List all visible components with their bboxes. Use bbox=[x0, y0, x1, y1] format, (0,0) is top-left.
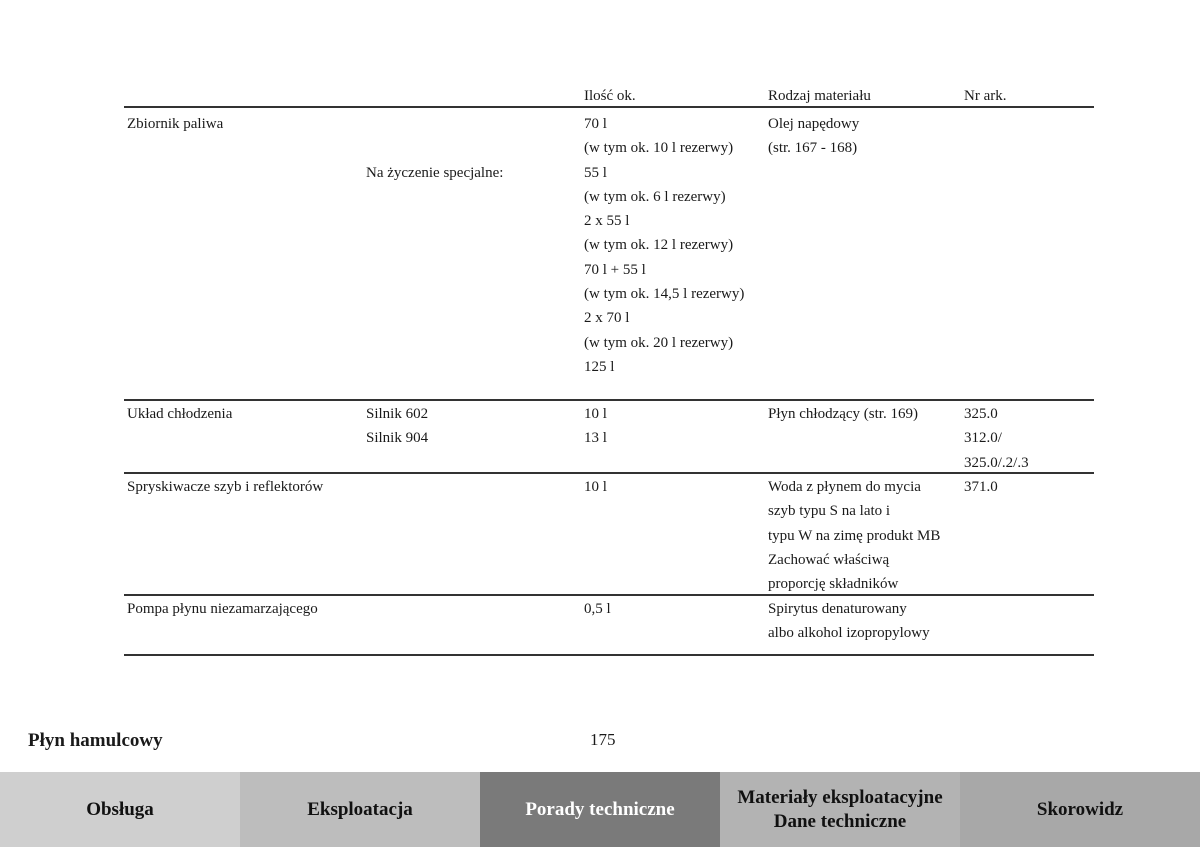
material-line: albo alkohol izopropylowy bbox=[768, 625, 930, 642]
qty-line: 70 l bbox=[584, 116, 607, 132]
nav-tab-label: Eksploatacja bbox=[307, 798, 413, 820]
qty-line: 10 l bbox=[584, 479, 607, 495]
variant-line: Na życzenie specjalne: bbox=[366, 164, 504, 181]
qty-line: 125 l bbox=[584, 358, 615, 375]
cell-name: Zbiornik paliwa bbox=[127, 116, 224, 132]
row-divider bbox=[124, 399, 1094, 401]
material-line: Spirytus denaturowany bbox=[768, 601, 907, 617]
cell-name: Spryskiwacze szyb i reflektorów bbox=[127, 479, 324, 495]
cell-material bbox=[768, 597, 930, 646]
nav-tab-1[interactable] bbox=[240, 772, 480, 847]
cell-material bbox=[768, 112, 859, 161]
cell-variant bbox=[366, 112, 503, 185]
cell-sheet bbox=[964, 402, 1029, 475]
qty-line: (w tym ok. 20 l rezerwy) bbox=[584, 334, 734, 351]
nav-tab-4[interactable] bbox=[960, 772, 1200, 847]
material-line: Płyn chłodzący (str. 169) bbox=[768, 406, 918, 422]
qty-line: (w tym ok. 14,5 l rezerwy) bbox=[584, 286, 745, 303]
cell-sheet bbox=[964, 475, 998, 499]
nav-tab-3[interactable] bbox=[720, 772, 960, 847]
qty-line: (w tym ok. 6 l rezerwy) bbox=[584, 188, 726, 205]
qty-line: 0,5 l bbox=[584, 601, 611, 617]
cell-name: Układ chłodzenia bbox=[127, 406, 233, 422]
material-line: szyb typu S na lato i bbox=[768, 503, 891, 520]
nav-tab-0[interactable] bbox=[0, 772, 240, 847]
bottom-nav bbox=[0, 772, 1200, 847]
nav-tab-2[interactable] bbox=[480, 772, 720, 847]
cell-material bbox=[768, 402, 918, 426]
cell-name: Pompa płynu niezamarzającego bbox=[127, 601, 318, 617]
qty-line: 2 x 70 l bbox=[584, 310, 630, 327]
cell-material bbox=[768, 475, 940, 596]
material-line: Olej napędowy bbox=[768, 116, 860, 132]
cell-qty bbox=[584, 475, 607, 499]
row-divider bbox=[124, 472, 1094, 474]
header-qty: Ilość ok. bbox=[584, 88, 636, 104]
qty-line: (w tym ok. 12 l rezerwy) bbox=[584, 237, 734, 254]
material-line: (str. 167 - 168) bbox=[768, 140, 858, 157]
header-rule bbox=[124, 106, 1094, 108]
bottom-rule bbox=[124, 654, 1094, 656]
cell-qty bbox=[584, 597, 611, 621]
qty-line: 70 l + 55 l bbox=[584, 261, 646, 278]
page-number: 175 bbox=[590, 730, 616, 749]
qty-line: 13 l bbox=[584, 430, 607, 447]
sheet-line: 312.0/ bbox=[964, 430, 1002, 447]
variant-line: Silnik 904 bbox=[366, 430, 429, 447]
material-line: typu W na zimę produkt MB bbox=[768, 527, 941, 544]
sheet-line: 325.0 bbox=[964, 406, 998, 422]
cell-variant bbox=[366, 402, 428, 451]
material-line: Woda z płynem do mycia bbox=[768, 479, 921, 495]
variant-line bbox=[366, 112, 503, 136]
section-title: Płyn hamulcowy bbox=[28, 730, 163, 751]
variant-line bbox=[366, 136, 503, 160]
sheet-line: 371.0 bbox=[964, 479, 998, 495]
nav-tab-label: Materiały eksploatacyjne Dane techniczne bbox=[737, 786, 943, 832]
nav-tab-label: Porady techniczne bbox=[525, 798, 675, 820]
nav-tab-label: Skorowidz bbox=[1036, 798, 1124, 820]
qty-line: 10 l bbox=[584, 406, 607, 422]
qty-line: 55 l bbox=[584, 164, 607, 181]
header-sheet: Nr ark. bbox=[964, 88, 1007, 104]
sheet-line: 325.0/.2/.3 bbox=[964, 454, 1029, 471]
qty-line: (w tym ok. 10 l rezerwy) bbox=[584, 140, 734, 157]
variant-line: Silnik 602 bbox=[366, 406, 429, 422]
row-divider bbox=[124, 594, 1094, 596]
material-line: Zachować właściwą bbox=[768, 551, 890, 568]
cell-qty bbox=[584, 112, 744, 379]
header-material: Rodzaj materiału bbox=[768, 88, 871, 104]
cell-qty bbox=[584, 402, 607, 451]
qty-line: 2 x 55 l bbox=[584, 213, 630, 230]
material-line: proporcję składników bbox=[768, 576, 899, 593]
nav-tab-label: Obsługa bbox=[86, 798, 154, 820]
